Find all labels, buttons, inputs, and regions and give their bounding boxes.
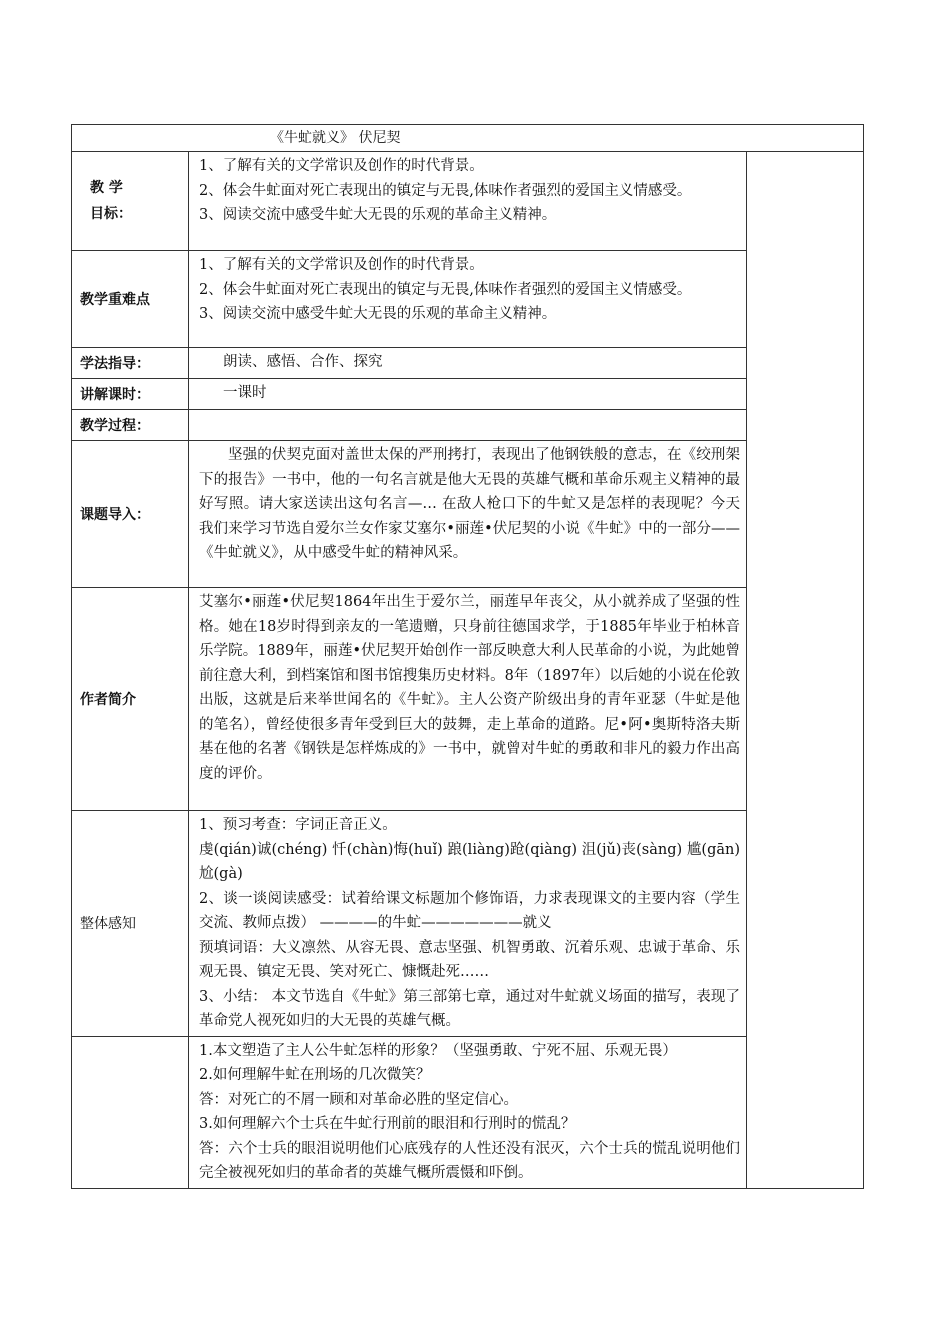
overview-line: 1、预习考查：字词正音正义。 [199,817,397,833]
label-questions [72,1036,189,1188]
question-line: 2.如何理解牛虻在刑场的几次微笑？ [199,1067,431,1083]
overview-line: 3、小结： 本文节选自《牛虻》第三部第七章，通过对牛虻就义场面的描写，表现了革命党人视死如归的大无畏的英雄气概。 [199,988,740,1029]
label-key-points: 教学重难点 [72,251,189,348]
answer-line: 答：六个士兵的眼泪说明他们心底残存的人性还没有泯灭，六个士兵的慌乱说明他们完全被视死如归的革命者的英雄气概所震慑和吓倒。 [199,1140,740,1181]
title-cell [72,125,864,152]
content-method: 朗读、感悟、合作、探究 [189,348,747,379]
overview-line: 虔(qián)诚(chéng) 忏(chàn)悔(huǐ) 踉(liàng)跄(qiàng) 沮(jǔ)丧(sàng) 尴(gān)尬(gà) [199,841,740,882]
label-goals-line1: 教 学 [90,180,123,196]
intro-paragraph: 坚强的伏契克面对盖世太保的严刑拷打，表现出了他钢铁般的意志，在《绞刑架下的报告》一书中，他的一句名言就是他大无畏的英雄气概和革命乐观主义精神的最好写照。请大家送读出这句名言—… 在敌人枪口下的牛虻又是怎样的表现呢？今天我们来学习节选自爱尔兰女作家艾塞尔•丽莲•伏尼契的小说《牛虻》中的一部分——《牛虻就义》，从中感受牛虻的精神风采。 [199,447,740,561]
goal-line: 2、体会牛虻面对死亡表现出的镇定与无畏,体味作者强烈的爱国主义情感受。 [199,182,692,199]
label-hours: 讲解课时： [72,379,189,410]
label-author: 作者简介 [72,588,189,811]
content-key-points [189,251,747,348]
answer-line: 答：对死亡的不屑一顾和对革命必胜的坚定信心。 [199,1091,518,1108]
question-line: 3.如何理解六个士兵在牛虻行刑前的眼泪和行刑时的慌乱？ [199,1116,576,1132]
goal-line: 1、了解有关的文学常识及创作的时代背景。 [199,158,484,174]
row-process [72,410,864,441]
row-author [72,588,864,811]
label-process: 教学过程： [72,410,189,441]
lesson-title: 《牛虻就义》 伏尼契 [270,130,401,146]
overview-line: 2、谈一谈阅读感受：试着给课文标题加个修饰语，力求表现课文的主要内容（学生交流、教师点拨） ————的牛虻———————就义 [199,890,740,931]
content-hours: 一课时 [189,379,747,410]
overview-line: 预填词语：大义凛然、从容无畏、意志坚强、机智勇敢、沉着乐观、忠诚于革命、乐观无畏、镇定无畏、笑对死亡、慷慨赴死…… [199,939,740,980]
row-key-points [72,251,864,348]
content-process [189,410,747,441]
label-overview: 整体感知 [72,811,189,1037]
author-paragraph: 艾塞尔•丽莲•伏尼契1864年出生于爱尔兰，丽莲早年丧父，从小就养成了坚强的性格。她在18岁时得到亲友的一笔遗赠，只身前往德国求学，于1885年毕业于柏林音乐学院。1889年，丽莲•伏尼契开始创作一部反映意大利人民革命的小说，为此她曾前往意大利，到档案馆和图书馆搜集历史材料。8年（1897年）以后她的小说在伦敦出版，这就是后来举世闻名的《牛虻》。主人公资产阶级出身的青年亚瑟（牛虻是他的笔名），曾经使很多青年受到巨大的鼓舞，走上革命的道路。尼•阿•奥斯特洛夫斯基在他的名著《钢铁是怎样炼成的》一书中，就曾对牛虻的勇敢和非凡的毅力作出高度的评价。 [199,594,740,782]
content-questions [189,1036,747,1188]
row-intro [72,441,864,588]
label-intro: 课题导入： [72,441,189,588]
content-overview [189,811,747,1037]
row-questions [72,1036,864,1188]
key-point-line: 1、了解有关的文学常识及创作的时代背景。 [199,257,484,273]
row-overview [72,811,864,1037]
row-hours [72,379,864,410]
right-notes-column [747,152,864,1189]
content-goals [189,152,747,251]
question-line: 1.本文塑造了主人公牛虻怎样的形象？（坚强勇敢、宁死不屈、乐观无畏） [199,1042,677,1059]
content-intro [189,441,747,588]
title-row [72,125,864,152]
content-author [189,588,747,811]
label-goals [72,152,189,251]
lesson-plan-table [71,124,864,1189]
goal-line: 3、阅读交流中感受牛虻大无畏的乐观的革命主义精神。 [199,207,557,223]
label-method: 学法指导： [72,348,189,379]
row-goals [72,152,864,251]
key-point-line: 2、体会牛虻面对死亡表现出的镇定与无畏,体味作者强烈的爱国主义情感受。 [199,281,692,298]
row-method [72,348,864,379]
key-point-line: 3、阅读交流中感受牛虻大无畏的乐观的革命主义精神。 [199,306,557,322]
label-goals-line2: 目标： [90,206,132,222]
